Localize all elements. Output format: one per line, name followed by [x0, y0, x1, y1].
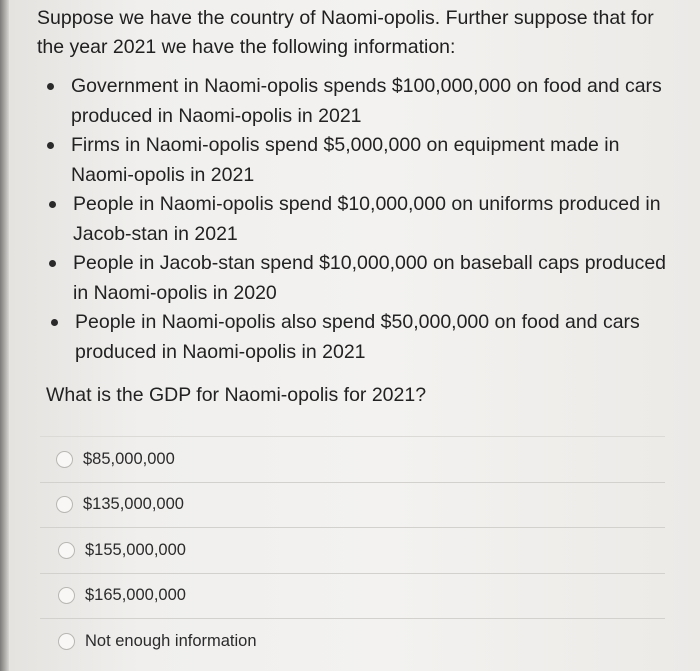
answer-option-label: $165,000,000 — [85, 586, 186, 605]
info-bullet-item — [35, 131, 677, 190]
answer-option[interactable] — [40, 618, 665, 664]
info-bullet-item — [35, 72, 677, 131]
answer-option[interactable] — [40, 436, 665, 482]
radio-button-icon[interactable] — [56, 496, 73, 513]
answer-option-label: $155,000,000 — [85, 540, 186, 559]
answer-options — [40, 436, 665, 664]
radio-button-icon[interactable] — [58, 542, 75, 559]
bullet-text: Firms in Naomi-opolis spend $5,000,000 on equipment made in Naomi-opolis in 2021 — [71, 134, 620, 186]
radio-button-icon[interactable] — [58, 587, 75, 604]
answer-option[interactable] — [40, 573, 665, 619]
radio-button-icon[interactable] — [58, 633, 75, 650]
bullet-text: People in Naomi-opolis also spend $50,000,000 on food and cars produced in Naomi-opolis in 2021 — [75, 311, 640, 363]
info-bullet-item — [39, 308, 677, 367]
radio-button-icon[interactable] — [56, 451, 73, 468]
bullet-dot-icon — [47, 142, 54, 149]
answer-option[interactable] — [40, 482, 665, 528]
bullet-dot-icon — [51, 319, 58, 326]
info-bullet-list — [37, 72, 677, 367]
answer-option-label: $135,000,000 — [83, 495, 184, 514]
question-block — [37, 4, 677, 410]
question-intro: Suppose we have the country of Naomi-opolis. Further suppose that for the year 2021 we have the following information: — [37, 7, 654, 58]
answer-option-label: $85,000,000 — [83, 449, 175, 468]
bullet-dot-icon — [49, 260, 56, 267]
question-prompt: What is the GDP for Naomi-opolis for 2021? — [46, 384, 427, 406]
info-bullet-item — [37, 249, 677, 308]
bullet-text: Government in Naomi-opolis spends $100,000,000 on food and cars produced in Naomi-opolis in 2021 — [71, 75, 662, 127]
answer-option[interactable] — [40, 527, 665, 573]
bullet-text: People in Jacob-stan spend $10,000,000 on baseball caps produced in Naomi-opolis in 2020 — [73, 252, 667, 304]
left-edge-border — [0, 0, 9, 671]
bullet-dot-icon — [47, 83, 54, 90]
info-bullet-item — [37, 190, 677, 249]
bullet-text: People in Naomi-opolis spend $10,000,000 on uniforms produced in Jacob-stan in 2021 — [73, 193, 661, 245]
bullet-dot-icon — [49, 201, 56, 208]
answer-option-label: Not enough information — [85, 631, 257, 650]
